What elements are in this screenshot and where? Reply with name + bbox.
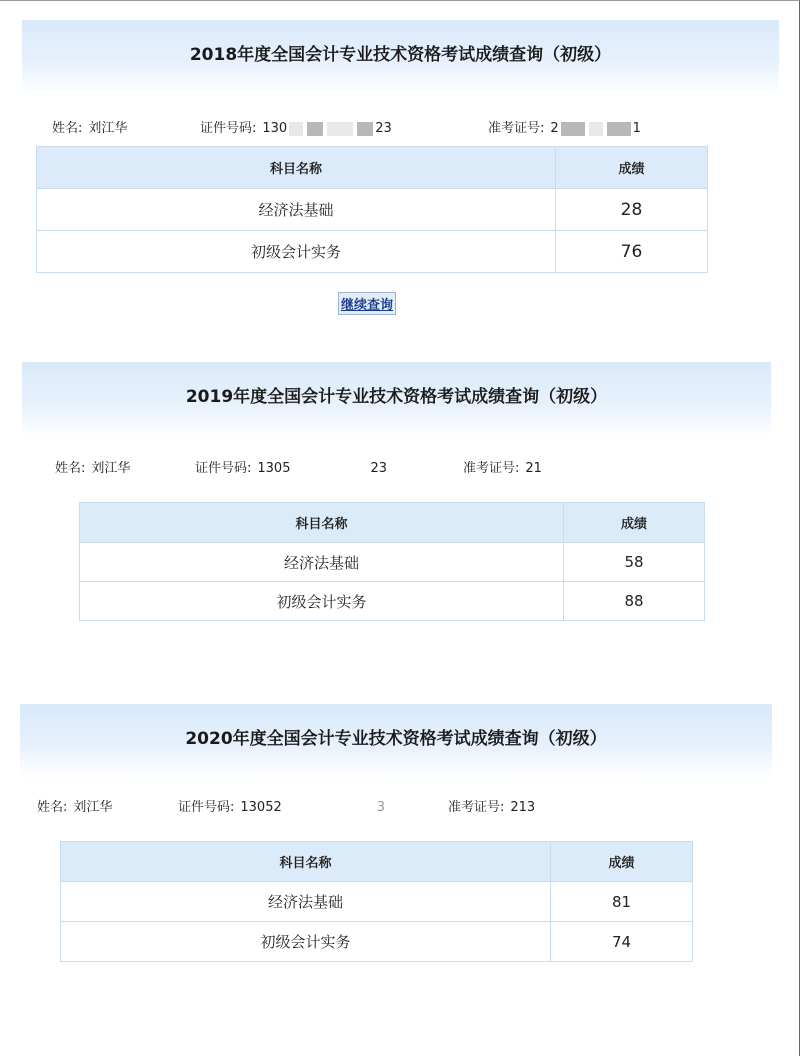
ticket-info <box>488 117 641 136</box>
ticket-label: 准考证号: <box>463 461 520 476</box>
score-cell: 76 <box>556 231 708 273</box>
ticket-label: 准考证号: <box>448 800 505 815</box>
redaction-mask <box>561 122 585 136</box>
id-info <box>178 796 385 815</box>
score-cell: 88 <box>564 582 705 621</box>
score-header: 成绩 <box>564 503 705 543</box>
name-info <box>55 457 130 476</box>
ticket-label: 准考证号: <box>488 121 545 136</box>
ticket-prefix: 21 <box>525 461 542 476</box>
id-prefix: 130 <box>262 121 288 136</box>
redaction-mask <box>307 122 323 136</box>
id-label: 证件号码: <box>195 461 252 476</box>
table-row <box>61 922 693 962</box>
id-label: 证件号码: <box>200 121 257 136</box>
redaction-mask <box>589 122 603 136</box>
subject-cell: 初级会计实务 <box>61 922 551 962</box>
subject-cell: 初级会计实务 <box>80 582 564 621</box>
score-table <box>79 502 705 621</box>
id-suffix: 3 <box>376 800 386 815</box>
id-label: 证件号码: <box>178 800 235 815</box>
title-banner <box>22 20 779 96</box>
ticket-prefix: 2 <box>550 121 559 136</box>
page-title: 2019年度全国会计专业技术资格考试成绩查询（初级） <box>185 387 608 407</box>
id-suffix: 23 <box>370 461 388 476</box>
score-cell: 74 <box>551 922 693 962</box>
id-prefix: 13052 <box>240 800 282 815</box>
score-table <box>60 841 693 962</box>
table-header-row <box>80 503 705 543</box>
redaction-mask <box>607 122 631 136</box>
name-label: 姓名: <box>55 461 86 476</box>
title-banner <box>20 704 772 780</box>
table-header-row <box>61 842 693 882</box>
subject-header: 科目名称 <box>80 503 564 543</box>
table-row <box>37 189 708 231</box>
redaction-mask <box>357 122 373 136</box>
subject-cell: 初级会计实务 <box>37 231 556 273</box>
table-row <box>61 882 693 922</box>
id-info <box>195 457 387 476</box>
page-title: 2018年度全国会计专业技术资格考试成绩查询（初级） <box>189 45 612 65</box>
subject-cell: 经济法基础 <box>80 543 564 582</box>
page-title: 2020年度全国会计专业技术资格考试成绩查询（初级） <box>185 729 607 749</box>
redaction-mask <box>327 122 353 136</box>
name-label: 姓名: <box>37 800 68 815</box>
redaction-mask <box>289 122 303 136</box>
table-row <box>37 231 708 273</box>
score-cell: 58 <box>564 543 705 582</box>
table-header-row <box>37 147 708 189</box>
subject-header: 科目名称 <box>37 147 556 189</box>
name-info <box>52 117 127 136</box>
ticket-info <box>463 457 542 476</box>
score-cell: 81 <box>551 882 693 922</box>
score-header: 成绩 <box>556 147 708 189</box>
name-label: 姓名: <box>52 121 83 136</box>
subject-cell: 经济法基础 <box>37 189 556 231</box>
id-prefix: 1305 <box>257 461 291 476</box>
name-value: 刘江华 <box>91 461 131 476</box>
ticket-prefix: 213 <box>510 800 536 815</box>
score-header: 成绩 <box>551 842 693 882</box>
ticket-info <box>448 796 535 815</box>
ticket-suffix: 1 <box>632 121 641 136</box>
continue-query-button[interactable]: 继续查询 <box>338 292 396 315</box>
name-value: 刘江华 <box>73 800 113 815</box>
title-banner <box>22 362 771 438</box>
table-row <box>80 582 705 621</box>
name-info <box>37 796 112 815</box>
subject-header: 科目名称 <box>61 842 551 882</box>
name-value: 刘江华 <box>88 121 128 136</box>
id-info <box>200 117 392 136</box>
score-cell: 28 <box>556 189 708 231</box>
subject-cell: 经济法基础 <box>61 882 551 922</box>
score-table <box>36 146 708 273</box>
table-row <box>80 543 705 582</box>
id-suffix: 23 <box>375 121 392 136</box>
